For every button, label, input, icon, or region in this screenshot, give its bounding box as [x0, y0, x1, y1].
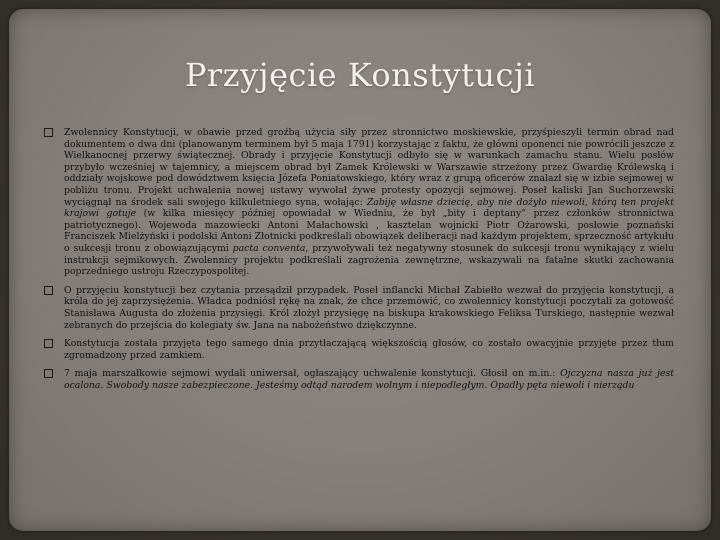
- square-bullet-icon: [44, 286, 53, 295]
- slide-title: Przyjęcie Konstytucji: [184, 56, 536, 94]
- bullet-text: 7 maja marszałkowie sejmowi wydali uniwersał, ogłaszający uchwalenie konstytucji. Głosił on m.in.:: [64, 368, 561, 380]
- quote-text: Zabiję własne dziecię, aby nie dożyło niewoli, którą ten projekt krajowi gotuje: [64, 196, 674, 220]
- bullet-item-2: [44, 285, 674, 331]
- bullet-text: O przyjęciu konstytucji bez czytania przesądził przypadek. Poseł inflancki Michał Zabiełło wezwał do przyjęcia konstytucji, a króla do jej zaprzysiężenia. Władca podniósł rękę na znak, że chce przemówić, co zwolennicy konstytucji poczytali za gotowość Stanisława Augusta do złożenia przysięgi. Król złożył przysięgę na biskupa krakowskiego Feliksa Turskiego, następnie wezwał zebranych do przejścia do kolegiaty św. Jana na nabożeństwo dziękczynne.: [64, 284, 674, 331]
- bullet-text: (w kilka miesięcy później opowiadał w Wiedniu, że był „bity i deptany” przez członków stronnictwa patriotycznego). Wojewoda mazowiecki Antoni Małachowski , kasztelan wojnicki Piotr Ożarowski, posłowie poznański Franciszek Mielżyński i podolski Antoni Złotnicki podkreślali obowiązek deliberacji nad każdym projektem, sprzeczność artykułu o sukcesji tronu z obowiązującymi: [64, 208, 674, 254]
- bullet-text: , przywoływali też negatywny stosunek do sukcesji tronu wynikający z wielu instrukcji sejmikowych. Zwolennicy projektu podkreślali zagrożenia zewnętrzne, wskazywali na fatalne skutki zachowania poprzedniego ustroju Rzeczypospolitej.: [64, 242, 675, 278]
- bullet-item-1: [44, 127, 674, 278]
- square-bullet-icon: [44, 128, 53, 137]
- bullet-item-3: [44, 338, 674, 361]
- bullet-list: [44, 127, 674, 398]
- bullet-item-4: [44, 368, 674, 391]
- bullet-text: Zwolennicy Konstytucji, w obawie przed groźbą użycia siły przez stronnictwo moskiewskie, przyśpieszyli termin obrad nad dokumentem o dwa dni (planowanym terminem był 5 maja 1791) korzystając z faktu, że główni oponenci nie powrócili jeszcze z Wielkanocnej przerwy świątecznej. Obrady i przyjęcie Konstytucji odbyło się w warunkach zamachu stanu. Wielu posłów przybyło wcześniej w tajemnicy, a miejscem obrad był Zamek Królewski w Warszawie strzeżony przez Gwardię Królewską i oddziały wojskowe pod dowództwem księcia Józefa Poniatowskiego, który wraz z grupą oficerów znalazł się w izbie sejmowej w pobliżu tronu. Projekt uchwalenia nowej ustawy wywołał żywe protesty opozycji sejmowej. Poseł kaliski Jan Suchorzewski wyciągnął na środek sali swojego kilkuletniego syna, wołając:: [64, 127, 674, 208]
- bullet-text: Konstytucja została przyjęta tego samego dnia przytłaczającą większością głosów, co zostało owacyjnie przyjęte przez tłum zgromadzony przed zamkiem.: [64, 338, 674, 361]
- square-bullet-icon: [44, 369, 53, 378]
- quote-text: Ojczyzna nasza już jest ocalona. Swobody nasze zabezpieczone. Jesteśmy odtąd narodem wolnym i niepodległym. Opadły pęta niewoli i nierządu: [64, 368, 674, 391]
- square-bullet-icon: [44, 339, 53, 348]
- latin-term: pacta conventa: [232, 242, 306, 254]
